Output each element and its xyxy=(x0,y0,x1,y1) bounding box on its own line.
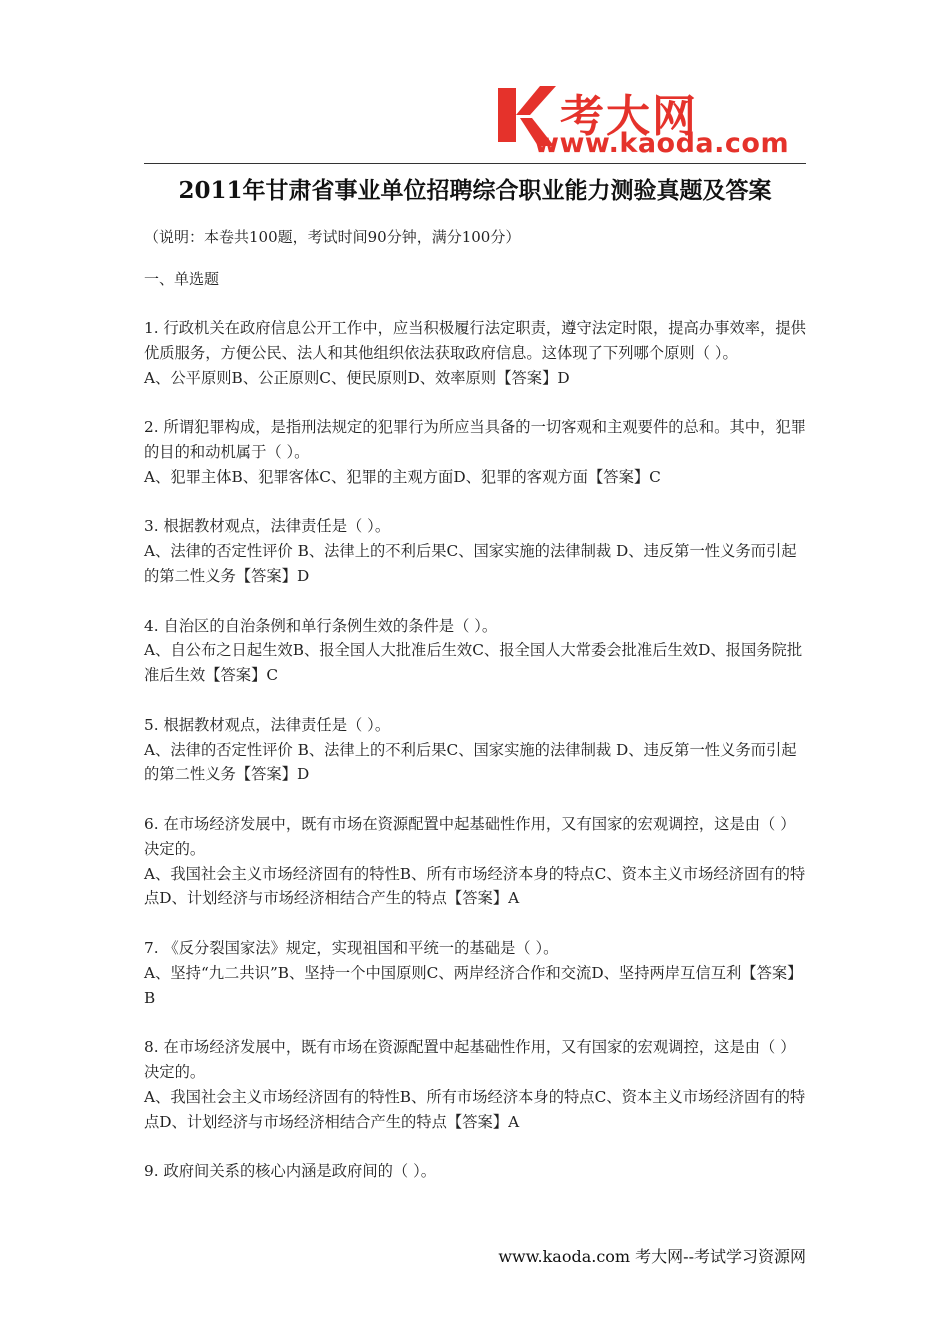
logo-chinese-name: 考大网 xyxy=(560,91,698,142)
question-options: A、我国社会主义市场经济固有的特性B、所有市场经济本身的特点C、资本主义市场经济固有的特点D、计划经济与市场经济相结合产生的特点【答案】A xyxy=(144,1087,806,1131)
exam-note: （说明：本卷共100题，考试时间90分钟，满分100分） xyxy=(144,228,521,246)
question-item xyxy=(144,936,808,1010)
header-divider xyxy=(144,163,806,164)
question-options: A、自公布之日起生效B、报全国人大批准后生效C、报全国人大常委会批准后生效D、报国务院批准后生效【答案】C xyxy=(144,641,803,685)
question-item xyxy=(144,1035,808,1134)
question-item xyxy=(144,316,808,390)
question-stem: 3. 根据教材观点，法律责任是（ ）。 xyxy=(144,517,391,536)
question-stem: 1. 行政机关在政府信息公开工作中，应当积极履行法定职责，遵守法定时限，提高办事效率，提供优质服务，方便公民、法人和其他组织依法获取政府信息。这体现了下列哪个原则（ ）。 xyxy=(144,319,806,362)
question-options: A、法律的否定性评价 B、法律上的不利后果C、国家实施的法律制裁 D、违反第一性义务而引起的第二性义务【答案】D xyxy=(144,740,797,784)
question-options: A、我国社会主义市场经济固有的特性B、所有市场经济本身的特点C、资本主义市场经济固有的特点D、计划经济与市场经济相结合产生的特点【答案】A xyxy=(144,864,806,908)
page-title: 2011年甘肃省事业单位招聘综合职业能力测验真题及答案 xyxy=(178,177,772,204)
question-stem: 8. 在市场经济发展中，既有市场在资源配置中起基础性作用，又有国家的宏观调控，这是由（ ）决定的。 xyxy=(144,1038,796,1081)
question-stem: 5. 根据教材观点，法律责任是（ ）。 xyxy=(144,715,391,734)
question-list xyxy=(144,316,808,1209)
question-stem: 6. 在市场经济发展中，既有市场在资源配置中起基础性作用，又有国家的宏观调控，这是由（ ）决定的。 xyxy=(144,814,796,858)
question-item xyxy=(144,812,808,911)
question-stem: 2. 所谓犯罪构成，是指刑法规定的犯罪行为所应当具备的一切客观和主观要件的总和。其中，犯罪的目的和动机属于（ ）。 xyxy=(144,418,806,461)
question-item xyxy=(144,713,808,787)
question-options: A、公平原则B、公正原则C、便民原则D、效率原则【答案】D xyxy=(144,368,570,387)
question-item xyxy=(144,514,808,588)
question-item xyxy=(144,415,808,489)
kaoda-logo xyxy=(494,82,808,160)
question-item xyxy=(144,1159,808,1184)
question-stem: 4. 自治区的自治条例和单行条例生效的条件是（ ）。 xyxy=(144,616,498,635)
question-stem: 9. 政府间关系的核心内涵是政府间的（ ）。 xyxy=(144,1162,437,1181)
question-options: A、坚持“九二共识”B、坚持一个中国原则C、两岸经济合作和交流D、坚持两岸互信互利【答案】B xyxy=(144,963,803,1007)
page-footer: www.kaoda.com 考大网--考试学习资源网 xyxy=(498,1247,806,1266)
logo-url: www.kaoda.com xyxy=(534,128,790,159)
question-options: A、犯罪主体B、犯罪客体C、犯罪的主观方面D、犯罪的客观方面【答案】C xyxy=(144,467,661,486)
question-item xyxy=(144,614,808,688)
question-options: A、法律的否定性评价 B、法律上的不利后果C、国家实施的法律制裁 D、违反第一性义务而引起的第二性义务【答案】D xyxy=(144,542,797,585)
section-heading: 一、单选题 xyxy=(144,270,220,288)
question-stem: 7. 《反分裂国家法》规定，实现祖国和平统一的基础是（ ）。 xyxy=(144,938,559,957)
